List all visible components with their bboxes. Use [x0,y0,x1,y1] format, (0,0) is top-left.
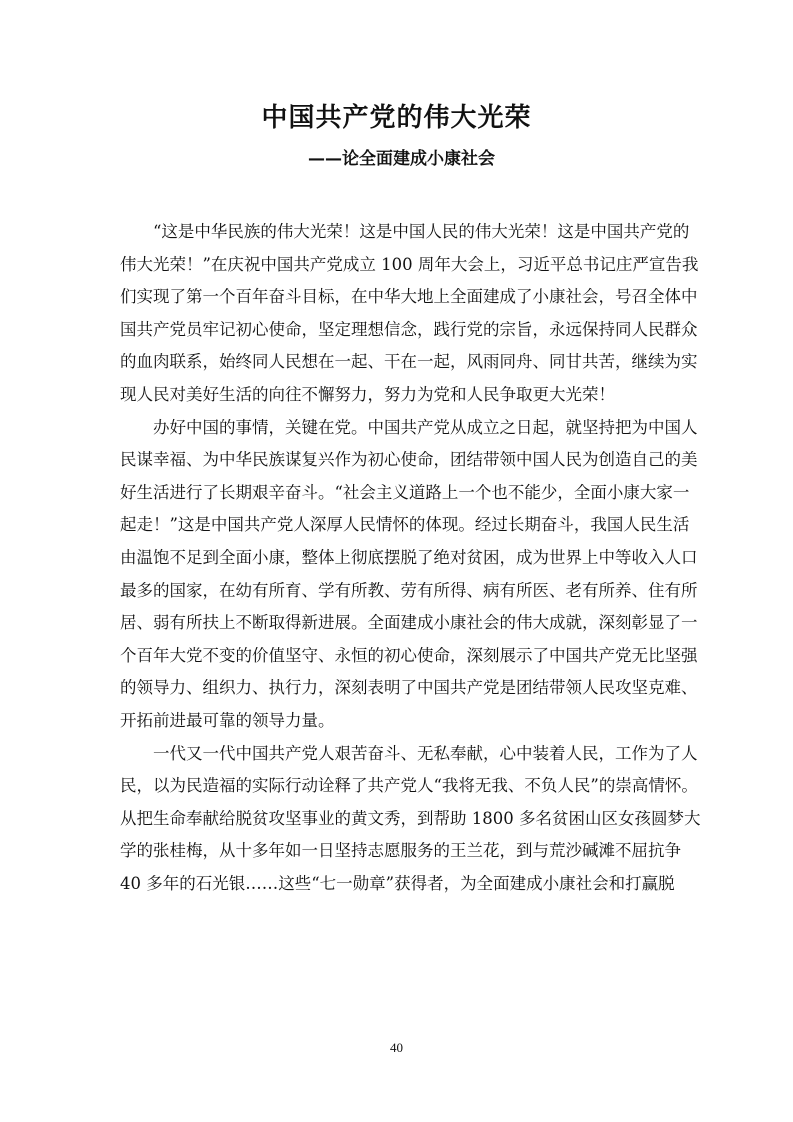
paragraph [120,738,701,901]
page-number: 40 [390,1040,403,1055]
paragraph-line: 好生活进行了长期艰辛奋斗。“社会主义道路上一个也不能少，全面小康大家一 [120,482,690,502]
paragraph-line: “这是中华民族的伟大光荣！这是中国人民的伟大光荣！这是中国共产党的 [120,222,690,241]
paragraph-line: 现人民对美好生活的向往不懈努力，努力为党和人民争取更大光荣！ [120,384,615,404]
paragraph-line: 们实现了第一个百年奋斗目标，在中华大地上全面建成了小康社会，号召全体中 [120,287,698,307]
paragraph-line: 国共产党员牢记初心使命，坚定理想信念，践行党的宗旨，永远保持同人民群众 [120,319,698,339]
paragraph-line: 由温饱不足到全面小康，整体上彻底摆脱了绝对贫困，成为世界上中等收入人口 [120,547,698,567]
paragraph-line: 最多的国家，在幼有所育、学有所教、劳有所得、病有所医、老有所养、住有所 [120,580,698,600]
paragraph-line: 开拓前进最可靠的领导力量。 [120,710,335,730]
paragraph-line: 的领导力、组织力、执行力，深刻表明了中国共产党是团结带领人民攻坚克难、 [120,678,698,698]
paragraph-line: 从把生命奉献给脱贫攻坚事业的黄文秀，到帮助 1800 多名贫困山区女孩圆梦大 [120,808,701,828]
paragraph-line: 学的张桂梅，从十多年如一日坚持志愿服务的王兰花，到与荒沙碱滩不屈抗争 [120,841,681,861]
paragraph-line: 的血肉联系，始终同人民想在一起、干在一起，风雨同舟、同甘共苦，继续为实 [120,352,698,372]
paragraph-line: 居、弱有所扶上不断取得新进展。全面建成小康社会的伟大成就，深刻彰显了一 [120,613,698,633]
page-subtitle: ——论全面建成小康社会 [308,149,495,169]
paragraph-line: 民谋幸福、为中华民族谋复兴作为初心使命，团结带领中国人民为创造自己的美 [120,450,698,470]
paragraph [120,412,698,738]
paragraph-line: 起走！”这是中国共产党人深厚人民情怀的体现。经过长期奋斗，我国人民生活 [120,515,690,535]
paragraph-line: 民，以为民造福的实际行动诠释了共产党人“我将无我、不负人民”的崇高情怀。 [120,776,698,796]
paragraph-line: 40 多年的石光银……这些“七一勋章”获得者，为全面建成小康社会和打赢脱 [120,873,675,893]
paragraph-line: 一代又一代中国共产党人艰苦奋斗、无私奉献，心中装着人民，工作为了人 [120,743,698,763]
article-body [120,216,701,900]
paragraph [120,216,699,412]
paragraph-line: 办好中国的事情，关键在党。中国共产党从成立之日起，就坚持把为中国人 [120,417,698,437]
page-title: 中国共产党的伟大光荣 [261,103,532,133]
paragraph-line: 个百年大党不变的价值坚守、永恒的初心使命，深刻展示了中国共产党无比坚强 [120,645,698,665]
paragraph-line: 伟大光荣！”在庆祝中国共产党成立 100 周年大会上，习近平总书记庄严宣告我 [120,254,699,274]
